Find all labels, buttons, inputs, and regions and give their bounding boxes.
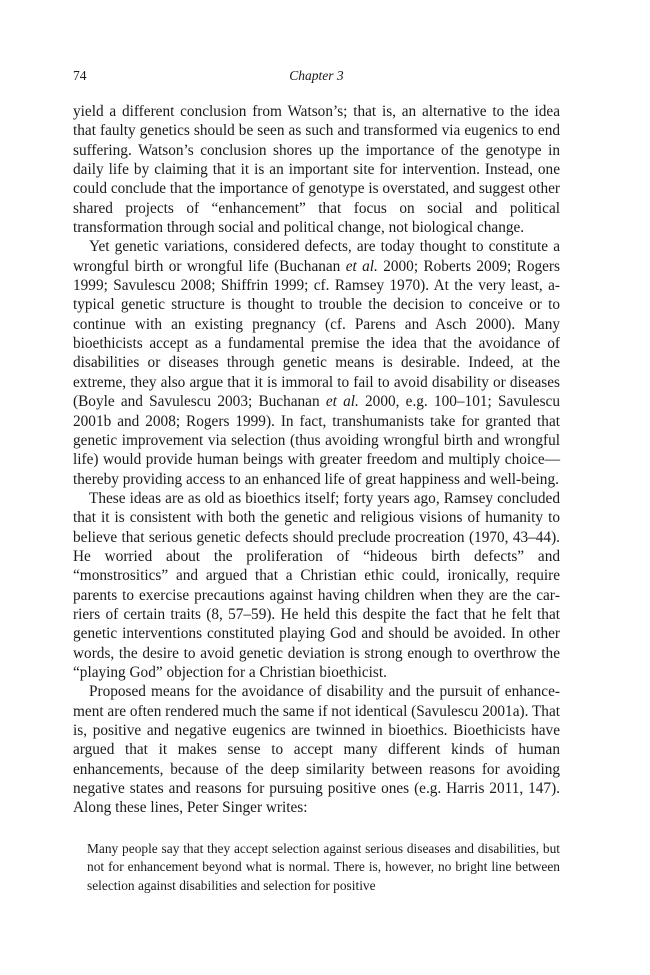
body-text [73,102,560,818]
chapter-title: Chapter 3 [289,68,344,83]
page-number: 74 [73,68,87,83]
paragraph-2: Yet genetic variations, considered defects, are today thought to constitute a wrongful birth or wrongful life (Buchanan et al. 2000; Roberts 2009; Rogers 1999; Savulescu 2008; Shiffrin 1999; cf. Ramsey 1970). At the very least, a-typical genetic structure is thought to trouble the decision to conceive or to continue with an existing pregnancy (cf. Parens and Asch 2000). Many bioethicists accept as a fundamental premise the idea that the avoidance of disabilities or diseases through genetic means is desirable. Indeed, at the extreme, they also argue that it is immoral to fail to avoid disability or diseases (Boyle and Savulescu 2003; Buchanan et al. 2000, e.g. 100–101; Savulescu 2001b and 2008; Rogers 1999). In fact, transhumanists take for granted that genetic improvement via selection (thus avoiding wrongful birth and wrongful life) would provide human beings with greater freedom and multiply choice—thereby providing access to an enhanced life of great happiness and well-being. [73,238,560,488]
italic-text: et al. [325,393,359,411]
block-quote: Many people say that they accept selection against serious diseases and disabilities, but not for enhancement beyond what is normal. There is, however, no bright line between selection against disabilities and selection for positive [87,840,560,893]
paragraph-3: These ideas are as old as bioethics itself; forty years ago, Ramsey concluded that it is consistent with both the genetic and religious visions of humanity to believe that serious genetic defects should preclude procreation (1970, 43–44). He worried about the proliferation of “hideous birth defects” and “monstrositics” and argued that a Christian ethic could, ironically, require parents to exercise precautions against having children when they are the carriers of certain traits (8, 57–59). He held this despite the fact that he felt that genetic interventions constituted playing God and should be avoided. In other words, the desire to avoid genetic deviation is strong enough to overthrow the “playing God” objection for a Christian bioethicist. [73,489,560,681]
paragraph-1: yield a different conclusion from Watson’s; that is, an alternative to the idea that faulty genetics should be seen as such and transformed via eugenics to end suffering. Watson’s conclusion shores up the importance of the genotype in daily life by claiming that it is an important site for intervention. Instead, one could conclude that the importance of genotype is overstated, and suggest other shared projects of “enhancement” that focus on social and political transformation through social and political change, not biological change. [73,103,560,237]
paragraph-4: Proposed means for the avoidance of disability and the pursuit of enhancement are often rendered much the same if not identical (Savulescu 2001a). That is, positive and negative eugenics are twinned in bioethics. Bioethicists have argued that it makes sense to accept many different kinds of human enhancements, because of the deep similarity between reasons for avoiding negative states and reasons for pursuing positive ones (e.g. Harris 2011, 147). Along these lines, Peter Singer writes: [73,683,560,817]
running-header [73,68,560,90]
book-page [73,68,560,896]
italic-text: et al. [345,257,378,275]
